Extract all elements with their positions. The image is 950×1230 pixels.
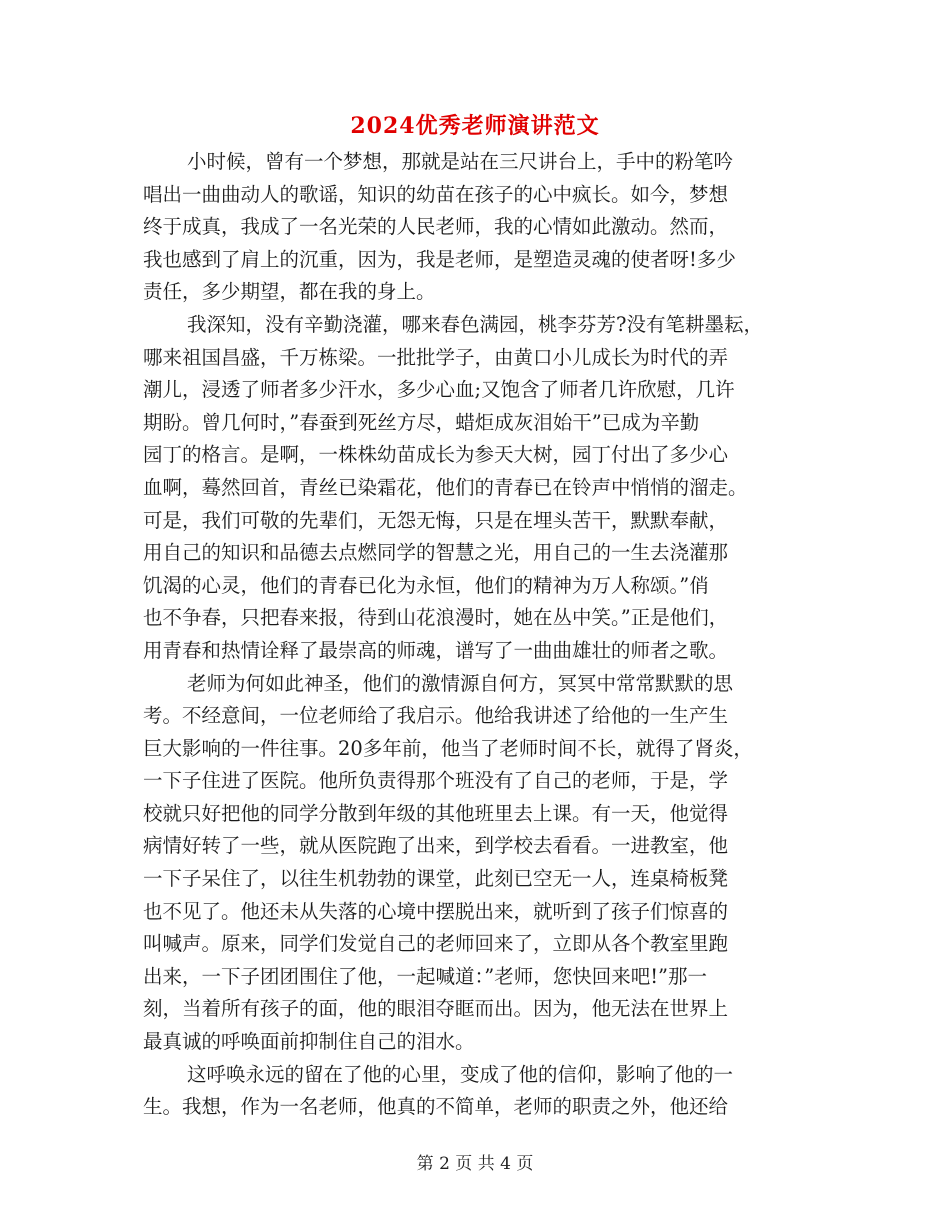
text-line: 刻，当着所有孩子的面，他的眼泪夺眶而出。因为，他无法在世界上	[143, 997, 729, 1021]
text-line: 我深知，没有辛勤浇灌，哪来春色满园，桃李芬芳?没有笔耕墨耘，	[187, 312, 763, 336]
text-line: 终于成真，我成了一名光荣的人民老师，我的心情如此激动。然而，	[143, 215, 729, 239]
text-line: 血啊，蓦然回首，青丝已染霜花，他们的青春已在铃声中悄悄的溜走。	[143, 475, 748, 499]
text-line: 一下子住进了医院。他所负责得那个班没有了自己的老师，于是，学	[143, 769, 729, 793]
text-line: 饥渴的心灵，他们的青春已化为永恒，他们的精神为万人称颂。”俏	[143, 573, 709, 597]
text-line: 我也感到了肩上的沉重，因为，我是老师，是塑造灵魂的使者呀!多少	[143, 247, 736, 271]
text-line: 巨大影响的一件往事。20多年前，他当了老师时间不长，就得了肾炎，	[143, 736, 753, 760]
text-line: 考。不经意间，一位老师给了我启示。他给我讲述了给他的一生产生	[143, 704, 729, 728]
text-line: 校就只好把他的同学分散到年级的其他班里去上课。有一天，他觉得	[143, 801, 729, 825]
text-line: 哪来祖国昌盛，千万栋梁。一批批学子，由黄口小儿成长为时代的弄	[143, 345, 729, 369]
text-line: 责任，多少期望，都在我的身上。	[143, 280, 436, 304]
text-line: 园丁的格言。是啊，一株株幼苗成长为参天大树，园丁付出了多少心	[143, 443, 729, 467]
document-body	[143, 146, 825, 1124]
text-line: 潮儿，浸透了师者多少汗水，多少心血;又饱含了师者几许欣慰，几许	[143, 378, 735, 402]
text-line: 叫喊声。原来，同学们发觉自己的老师回来了，立即从各个教室里跑	[143, 932, 729, 956]
text-line: 这呼唤永远的留在了他的心里，变成了他的信仰，影响了他的一	[187, 1062, 734, 1086]
text-line: 用自己的知识和品德去点燃同学的智慧之光，用自己的一生去浇灌那	[143, 541, 729, 565]
text-line: 用青春和热情诠释了最崇高的师魂，谱写了一曲曲雄壮的师者之歌。	[143, 638, 729, 662]
text-line: 最真诚的呼唤面前抑制住自己的泪水。	[143, 1030, 475, 1054]
text-line: 生。我想，作为一名老师，他真的不简单，老师的职责之外，他还给	[143, 1095, 729, 1119]
text-line: 一下子呆住了，以往生机勃勃的课堂，此刻已空无一人，连桌椅板凳	[143, 867, 729, 891]
text-line: 也不争春，只把春来报，待到山花浪漫时，她在丛中笑。”正是他们，	[143, 606, 729, 630]
text-line: 出来，一下子团团围住了他，一起喊道：”老师，您快回来吧!”那一	[143, 964, 708, 988]
text-line: 可是，我们可敬的先辈们，无怨无悔，只是在埋头苦干，默默奉献，	[143, 508, 729, 532]
text-line: 病情好转了一些，就从医院跑了出来，到学校去看看。一进教室，他	[143, 834, 729, 858]
text-line: 期盼。曾几何时，”春蚕到死丝方尽，蜡炬成灰泪始干”已成为辛勤	[143, 410, 700, 434]
text-line: 小时候，曾有一个梦想，那就是站在三尺讲台上，手中的粉笔吟	[187, 150, 734, 173]
text-line: 也不见了。他还未从失落的心境中摆脱出来，就听到了孩子们惊喜的	[143, 899, 729, 923]
text-line: 老师为何如此神圣，他们的激情源自何方，冥冥中常常默默的思	[187, 671, 734, 695]
document-title: 2024优秀老师演讲范文	[350, 113, 600, 139]
text-line: 唱出一曲曲动人的歌谣，知识的幼苗在孩子的心中疯长。如今，梦想	[143, 182, 729, 206]
page-footer: 第 2 页 共 4 页	[416, 1154, 534, 1174]
